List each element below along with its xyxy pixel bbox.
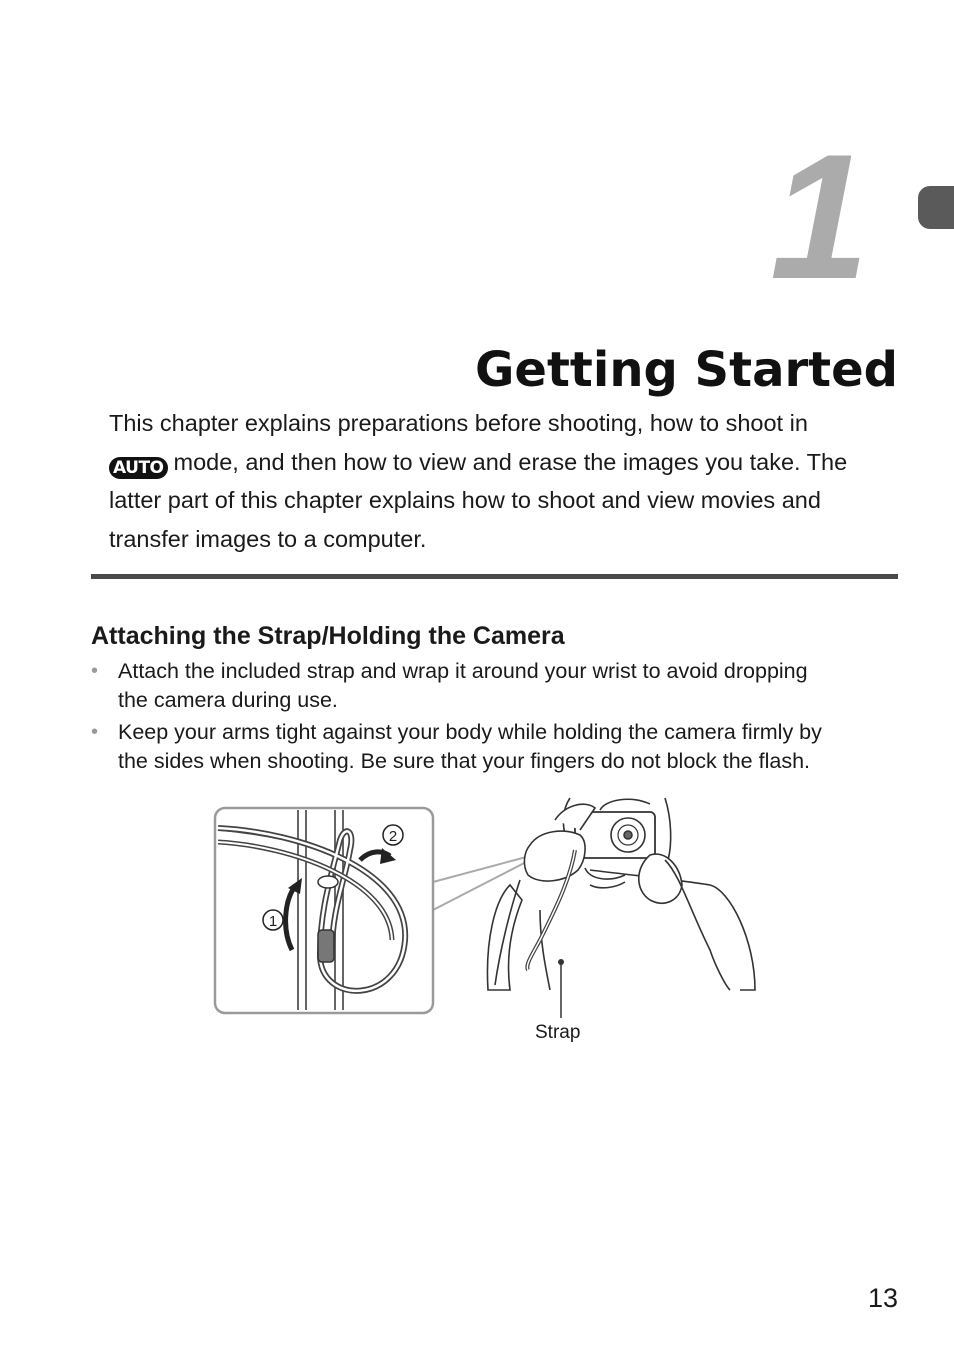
intro-line-text: mode, and then how to view and erase the images you take. The bbox=[173, 448, 848, 475]
strap-illustration bbox=[210, 790, 770, 1025]
chapter-number: 1 bbox=[770, 117, 869, 316]
step-1-label bbox=[263, 910, 283, 930]
bullet-marker: • bbox=[91, 660, 99, 682]
section-heading: Attaching the Strap/Holding the Camera bbox=[91, 622, 565, 650]
intro-line bbox=[109, 443, 909, 482]
bullet-text: Attach the included strap and wrap it around your wrist to avoid dropping bbox=[118, 659, 808, 683]
bullet-list bbox=[91, 657, 911, 779]
bullet-item bbox=[91, 718, 911, 776]
step-1-number: 1 bbox=[268, 913, 278, 930]
step-2-number: 2 bbox=[388, 828, 398, 845]
intro-line: This chapter explains preparations before shooting, how to shoot in bbox=[109, 410, 808, 436]
bullet-text: the sides when shooting. Be sure that your fingers do not block the flash. bbox=[118, 749, 810, 773]
intro-line: latter part of this chapter explains how to shoot and view movies and bbox=[109, 487, 821, 513]
person-holding-camera bbox=[487, 798, 755, 1018]
bullet-text: Keep your arms tight against your body while holding the camera firmly by bbox=[118, 720, 822, 744]
step-2-label bbox=[383, 825, 403, 845]
chapter-title: Getting Started bbox=[475, 342, 898, 398]
bullet-item bbox=[91, 657, 911, 715]
section-divider bbox=[91, 574, 898, 579]
bullet-text: the camera during use. bbox=[118, 688, 338, 712]
chapter-intro bbox=[109, 404, 909, 558]
chapter-tab-marker bbox=[918, 186, 954, 229]
strap-detail-inset bbox=[215, 808, 433, 1013]
bullet-marker: • bbox=[91, 721, 99, 743]
strap-callout-label: Strap bbox=[535, 1022, 581, 1043]
page-number: 13 bbox=[867, 1283, 898, 1313]
intro-line: transfer images to a computer. bbox=[109, 525, 427, 552]
auto-mode-icon: AUTO bbox=[109, 457, 168, 479]
